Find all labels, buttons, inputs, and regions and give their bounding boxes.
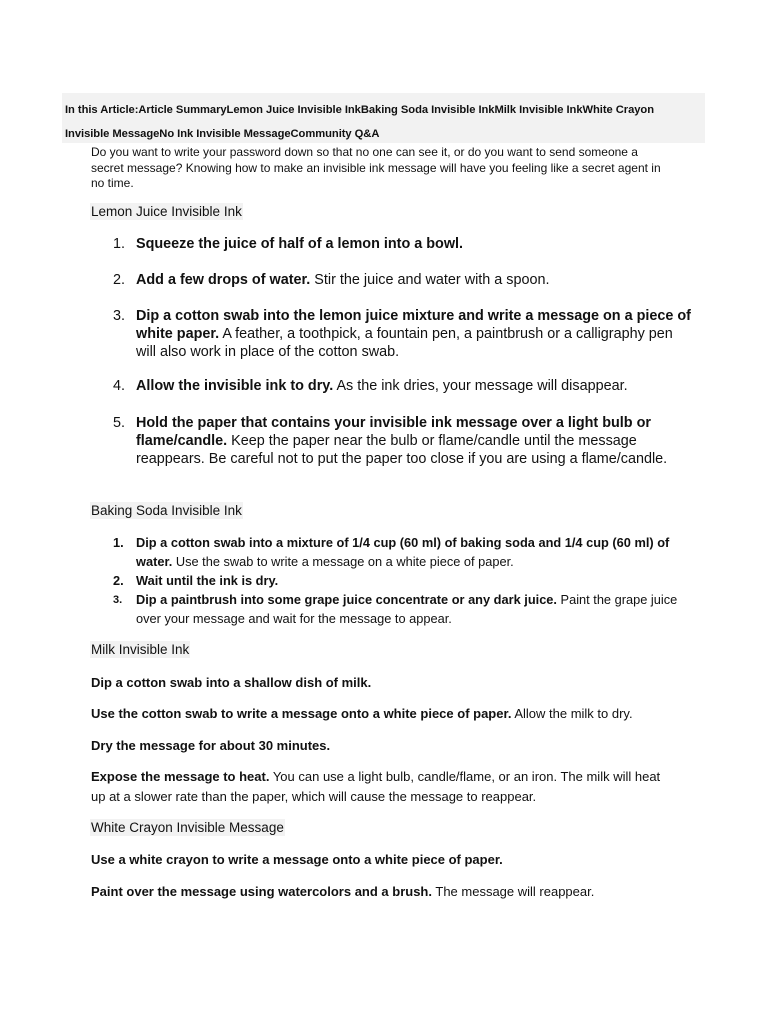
list-item: 3. Dip a cotton swab into the lemon juice mixture and write a message on a piece of white paper. A feather, a toothpick, a fountain pen, a paintbrush or a calligraphy pen will also work in place of the cotton swab.	[113, 308, 691, 360]
list-item: 4. Allow the invisible ink to dry. As the ink dries, your message will disappear.	[113, 378, 628, 394]
instruction-paragraph: Dry the message for about 30 minutes.	[91, 738, 331, 753]
list-item: 5. Hold the paper that contains your invisible ink message over a light bulb or flame/candle. Keep the paper near the bulb or flame/candle until the message reappears. Be careful not to put the paper too close if you are using a flame/candle.	[113, 415, 668, 467]
intro-paragraph: Do you want to write your password down so that no one can see it, or do you want to send someone a secret message? Knowing how to make an invisible ink message will have you feeling like a secret agent in no time.	[91, 145, 661, 190]
instruction-paragraph: Dip a cotton swab into a shallow dish of milk.	[91, 675, 372, 690]
table-of-contents-line: Invisible MessageNo Ink Invisible MessageCommunity Q&A	[65, 128, 380, 140]
section-heading-white-crayon: White Crayon Invisible Message	[91, 820, 284, 835]
table-of-contents-line: In this Article:Article SummaryLemon Juice Invisible InkBaking Soda Invisible InkMilk Invisible InkWhite Crayon	[65, 104, 654, 116]
instruction-paragraph: Expose the message to heat. You can use a light bulb, candle/flame, or an iron. The milk will heat up at a slower rate than the paper, which will cause the message to reappear.	[91, 769, 661, 804]
instruction-paragraph: Use a white crayon to write a message onto a white piece of paper.	[91, 852, 503, 867]
list-item: 1. Squeeze the juice of half of a lemon into a bowl.	[113, 236, 464, 252]
section-heading-milk: Milk Invisible Ink	[91, 642, 190, 657]
list-item: 3. Dip a paintbrush into some grape juice concentrate or any dark juice. Paint the grape juice over your message and wait for the message to appear.	[113, 592, 678, 626]
list-item: 2. Add a few drops of water. Stir the juice and water with a spoon.	[113, 272, 550, 288]
list-item: 2. Wait until the ink is dry.	[113, 573, 279, 588]
list-item: 1. Dip a cotton swab into a mixture of 1/4 cup (60 ml) of baking soda and 1/4 cup (60 ml) of water. Use the swab to write a message on a white piece of paper.	[113, 535, 670, 569]
instruction-paragraph: Use the cotton swab to write a message onto a white piece of paper. Allow the milk to dry.	[91, 706, 633, 721]
section-heading-baking-soda: Baking Soda Invisible Ink	[91, 503, 242, 518]
section-heading-lemon: Lemon Juice Invisible Ink	[91, 204, 242, 219]
instruction-paragraph: Paint over the message using watercolors and a brush. The message will reappear.	[91, 884, 595, 899]
